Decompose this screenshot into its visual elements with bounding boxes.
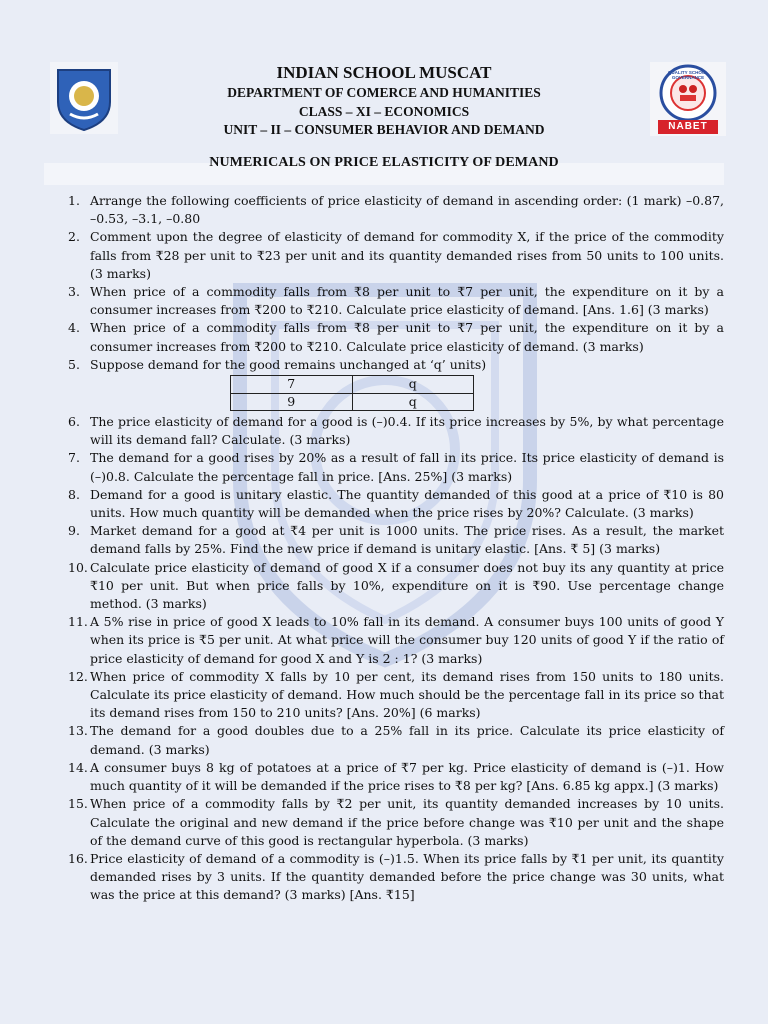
list-item — [44, 449, 724, 485]
question-text: When price of a commodity falls by ₹2 per unit, its quantity demanded increases by 10 units. Calculate the original and new demand if the price before change was ₹10 per unit and the shape of the demand curve of this good is rectangular hyperbola. (3 marks) — [90, 796, 724, 848]
table-row — [231, 376, 474, 394]
question-text: A consumer buys 8 kg of potatoes at a price of ₹7 per kg. Price elasticity of demand is (–)1. How much quantity of it will be demanded if the price rises to ₹8 per kg? [Ans. 6.85 kg appx.] (3 marks) — [90, 759, 724, 794]
question-number: 12. — [68, 668, 88, 684]
list-item — [44, 559, 724, 614]
question-text: The demand for a good doubles due to a 25% fall in its price. Calculate its price elasticity of demand. (3 marks) — [90, 723, 724, 757]
question-number: 1. — [68, 193, 80, 208]
question-text: A 5% rise in price of good X leads to 10% fall in its demand. A consumer buys 100 units of good Y when its price is ₹5 per unit. At what price will the consumer buy 120 units of good Y if the ratio of price elasticity of demand for good X and Y is 2 : 1? (3 marks) — [90, 614, 724, 666]
department-name: DEPARTMENT OF COMERCE AND HUMANITIES — [227, 85, 541, 100]
list-item — [44, 356, 724, 374]
nabet-logo — [650, 62, 726, 136]
list-item — [44, 283, 724, 319]
question-number: 11. — [68, 614, 88, 630]
question-number: 15. — [68, 796, 88, 812]
question-number: 9. — [68, 523, 80, 539]
document-header — [140, 62, 628, 140]
list-item — [44, 486, 724, 522]
question-number: 5. — [68, 356, 80, 372]
school-name: INDIAN SCHOOL MUSCAT — [276, 63, 492, 82]
list-item — [44, 722, 724, 758]
page-title: NUMERICALS ON PRICE ELASTICITY OF DEMAND — [209, 155, 559, 170]
list-item — [44, 228, 724, 283]
question-list — [44, 192, 724, 905]
question-number: 4. — [68, 320, 80, 336]
list-item — [44, 319, 724, 355]
table-cell: 7 — [231, 376, 353, 394]
nabet-arc-text: QUALITY SCHOOL GOVERNANCE — [667, 70, 709, 80]
question-number: 13. — [68, 723, 88, 739]
question-number: 2. — [68, 229, 80, 245]
question-text: When price of a commodity falls from ₹8 per unit to ₹7 per unit, the expenditure on it by a consumer increases from ₹200 to ₹210. Calculate price elasticity of demand. [Ans. 1.6] (3 marks) — [90, 284, 724, 318]
table-cell: q — [352, 393, 474, 411]
price-quantity-table — [230, 375, 474, 411]
nabet-label: NABET — [668, 121, 708, 132]
table-cell: 9 — [231, 393, 353, 411]
question-text: Comment upon the degree of elasticity of demand for commodity X, if the price of the commodity falls from ₹28 per unit to ₹23 per unit and its quantity demanded rises from 50 units to 100 units. (3 marks) — [90, 229, 724, 281]
question-number: 10. — [68, 559, 88, 575]
list-item — [44, 795, 724, 850]
question-text: When price of commodity X falls by 10 per cent, its demand rises from 150 units to 180 units. Calculate its price elasticity of demand. How much should be the percentage fall in its price so that its demand rises from 150 to 210 units? [Ans. 20%] (6 marks) — [90, 668, 724, 721]
question-text: Market demand for a good at ₹4 per unit is 1000 units. The price rises. As a result, the market demand falls by 25%. Find the new price if demand is unitary elastic. [Ans. ₹ 5] (3 marks) — [90, 523, 724, 557]
list-item — [44, 522, 724, 558]
question-text: When price of a commodity falls from ₹8 per unit to ₹7 per unit, the expenditure on it by a consumer increases from ₹200 to ₹210. Calculate price elasticity of demand. (3 marks) — [90, 320, 724, 354]
table-row — [231, 393, 474, 411]
list-item — [44, 759, 724, 795]
question-number: 7. — [68, 450, 80, 466]
table-cell: q — [352, 376, 474, 394]
list-item — [44, 413, 724, 449]
question-number: 3. — [68, 284, 80, 300]
list-item — [44, 850, 724, 905]
question-number: 6. — [68, 414, 80, 430]
question-text: Suppose demand for the good remains unchanged at ‘q’ units) — [90, 356, 487, 372]
list-item — [44, 613, 724, 668]
question-number: 8. — [68, 486, 80, 502]
question-text: Demand for a good is unitary elastic. The quantity demanded of this good at a price of ₹10 is 80 units. How much quantity will be demanded when the price rises by 20%? Calculate. (3 marks) — [90, 486, 724, 521]
question-number: 16. — [68, 850, 88, 866]
school-crest-icon — [50, 62, 118, 134]
question-text: The demand for a good rises by 20% as a result of fall in its price. Its price elasticity of demand is (–)0.8. Calculate the percentage fall in price. [Ans. 25%] (3 marks) — [90, 450, 724, 484]
question-text: Arrange the following coefficients of price elasticity of demand in ascending order: (1 mark) –0.87, –0.53, –3.1, –0.80 — [90, 193, 724, 227]
question-text: Calculate price elasticity of demand of good X if a consumer does not buy its any quantity at price ₹10 per unit. But when price falls by 10%, expenditure on it is ₹90. Use percentage change method. (3 marks) — [90, 559, 724, 612]
list-item — [44, 192, 724, 228]
unit-name: UNIT – II – CONSUMER BEHAVIOR AND DEMAND — [223, 122, 545, 137]
list-item — [44, 668, 724, 723]
class-name: CLASS – XI – ECONOMICS — [298, 103, 470, 119]
question-text: The price elasticity of demand for a good is (–)0.4. If its price increases by 5%, by what percentage will its demand fall? Calculate. (3 marks) — [90, 414, 724, 448]
question-text: Price elasticity of demand of a commodity is (–)1.5. When its price falls by ₹1 per unit, its quantity demanded rises by 3 units. If the quantity demanded before the price change was 30 units, what was the price at this demand? (3 marks) [Ans. ₹15] — [90, 850, 724, 903]
question-number: 14. — [68, 759, 88, 775]
